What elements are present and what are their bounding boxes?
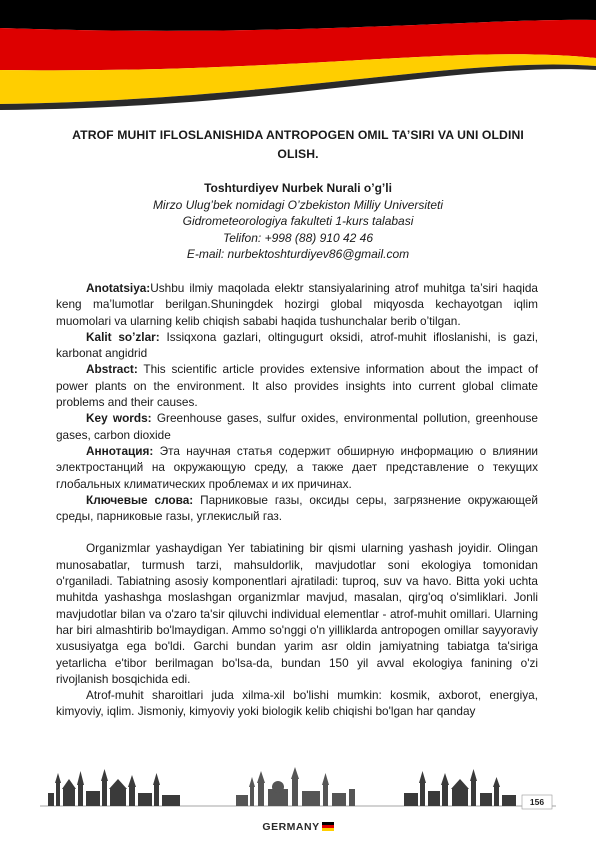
author-affiliation: Mirzo Ulug’bek nomidagi O’zbekiston Milliy Universiteti [152,197,444,212]
section-text: Парниковые газы, оксиды серы, загрязнение окружающей среды, парниковые газы, углекислый газ. [56,492,538,524]
author-block [60,180,536,263]
footer-banner [0,821,596,833]
keywords-uz [56,329,538,362]
section-label: Аннотация: [86,443,154,458]
skyline-center [236,767,355,806]
section-label: Abstract: [86,362,138,377]
footer-banner-text: GERMANY [262,821,320,833]
author-name: Toshturdiyev Nurbek Nurali o’g’li [204,181,392,195]
author-phone: Telifon: +998 (88) 910 42 46 [222,230,373,245]
annotation-ru [56,443,538,492]
section-label: Ключевые слова: [86,492,194,507]
author-email[interactable]: E-mail: nurbektoshturdiyev86@gmail.com [186,247,410,261]
section-label: Key words: [86,411,152,426]
germany-flag-icon [322,822,334,831]
skyline-right [404,769,516,806]
section-text: Issiqxona gazlari, oltingugurt oksidi, atrof-muhit ifloslanishi, is gazi, karbonat angidrid [56,329,538,361]
author-faculty: Gidrometeorologiya fakulteti 1-kurs talabasi [182,214,414,228]
section-text: Эта научная статья содержит обширную информацию о влиянии электростанций на окружающую среду, а также дает представление о текущих глобальных климатических проблемах и их причинах. [56,443,538,491]
keywords-ru [56,492,538,525]
article-body [56,280,538,720]
abstract-en [56,361,538,410]
annotation-uz [56,280,538,329]
article-title: ATROF MUHIT IFLOSLANISHIDA ANTROPOGEN OMIL TA’SIRI VA UNI OLDINI OLISH. [72,128,524,161]
skyline-left [48,769,180,806]
section-label: Anotatsiya: [86,281,151,295]
section-text: This scientific article provides extensive information about the impact of power plants on the environment. It also provides insights into current global climate problems and their causes. [56,362,538,410]
body-paragraph: Organizmlar yashaydigan Yer tabiatining bir qismi ularning yashash joyidir. Olingan munosabatlar, turmush tarzi, mahsuldorlik, mavjudotlar soni ekologiya tomonidan o'rganiladi. Tabiatning asosiy komponentlari ajratiladi: tuproq, suv va havo. Bitta yoki uchta muhitda yashashga moslashgan organizmlar mavjud, masalan, qirg'oq o'simliklari. Jonli mavjudotlar bilan va o'zaro ta'sir qiluvchi individual elementlar - atrof-muhit omillari. Ularning har biri almashtirib bo'lmaydigan. Ammo so'nggi o'n yilliklarda antropogen omillar sayyoraviy xususiyatga ega bo'ldi. Garchi bundan yarim asr oldin jamiyatning tabiatga ta'siriga yetarlicha e'tibor berilmagan bo'lsa-da, bundan 150 yil avval ekologiya fanining o'zi rivojlanish bosqichida edi. [56,541,538,686]
section-label: Kalit so’zlar: [86,329,160,344]
keywords-en [56,410,538,443]
header-flag-swoosh [0,0,596,120]
body-paragraph: Atrof-muhit sharoitlari juda xilma-xil bo'lishi mumkin: kosmik, axborot, energiya, kimyoviy, iqlim. Jismoniy, kimyoviy yoki biologik kelib chiqishi bo'lgan har qanday [56,688,538,719]
section-text: Greenhouse gases, sulfur oxides, environmental pollution, greenhouse gases, carbon dioxide [56,411,538,442]
page-number: 156 [529,797,545,807]
section-text: Ushbu ilmiy maqolada elektr stansiyalarining atrof muhitga ta’siri haqida keng ma’lumotlar berilgan.Shuningdek hozirgi global miqyosda kechayotgan iqlim muomolari va ularning kelib chiqish sababi haqida tushunchalar berib o’tilgan. [56,281,538,328]
